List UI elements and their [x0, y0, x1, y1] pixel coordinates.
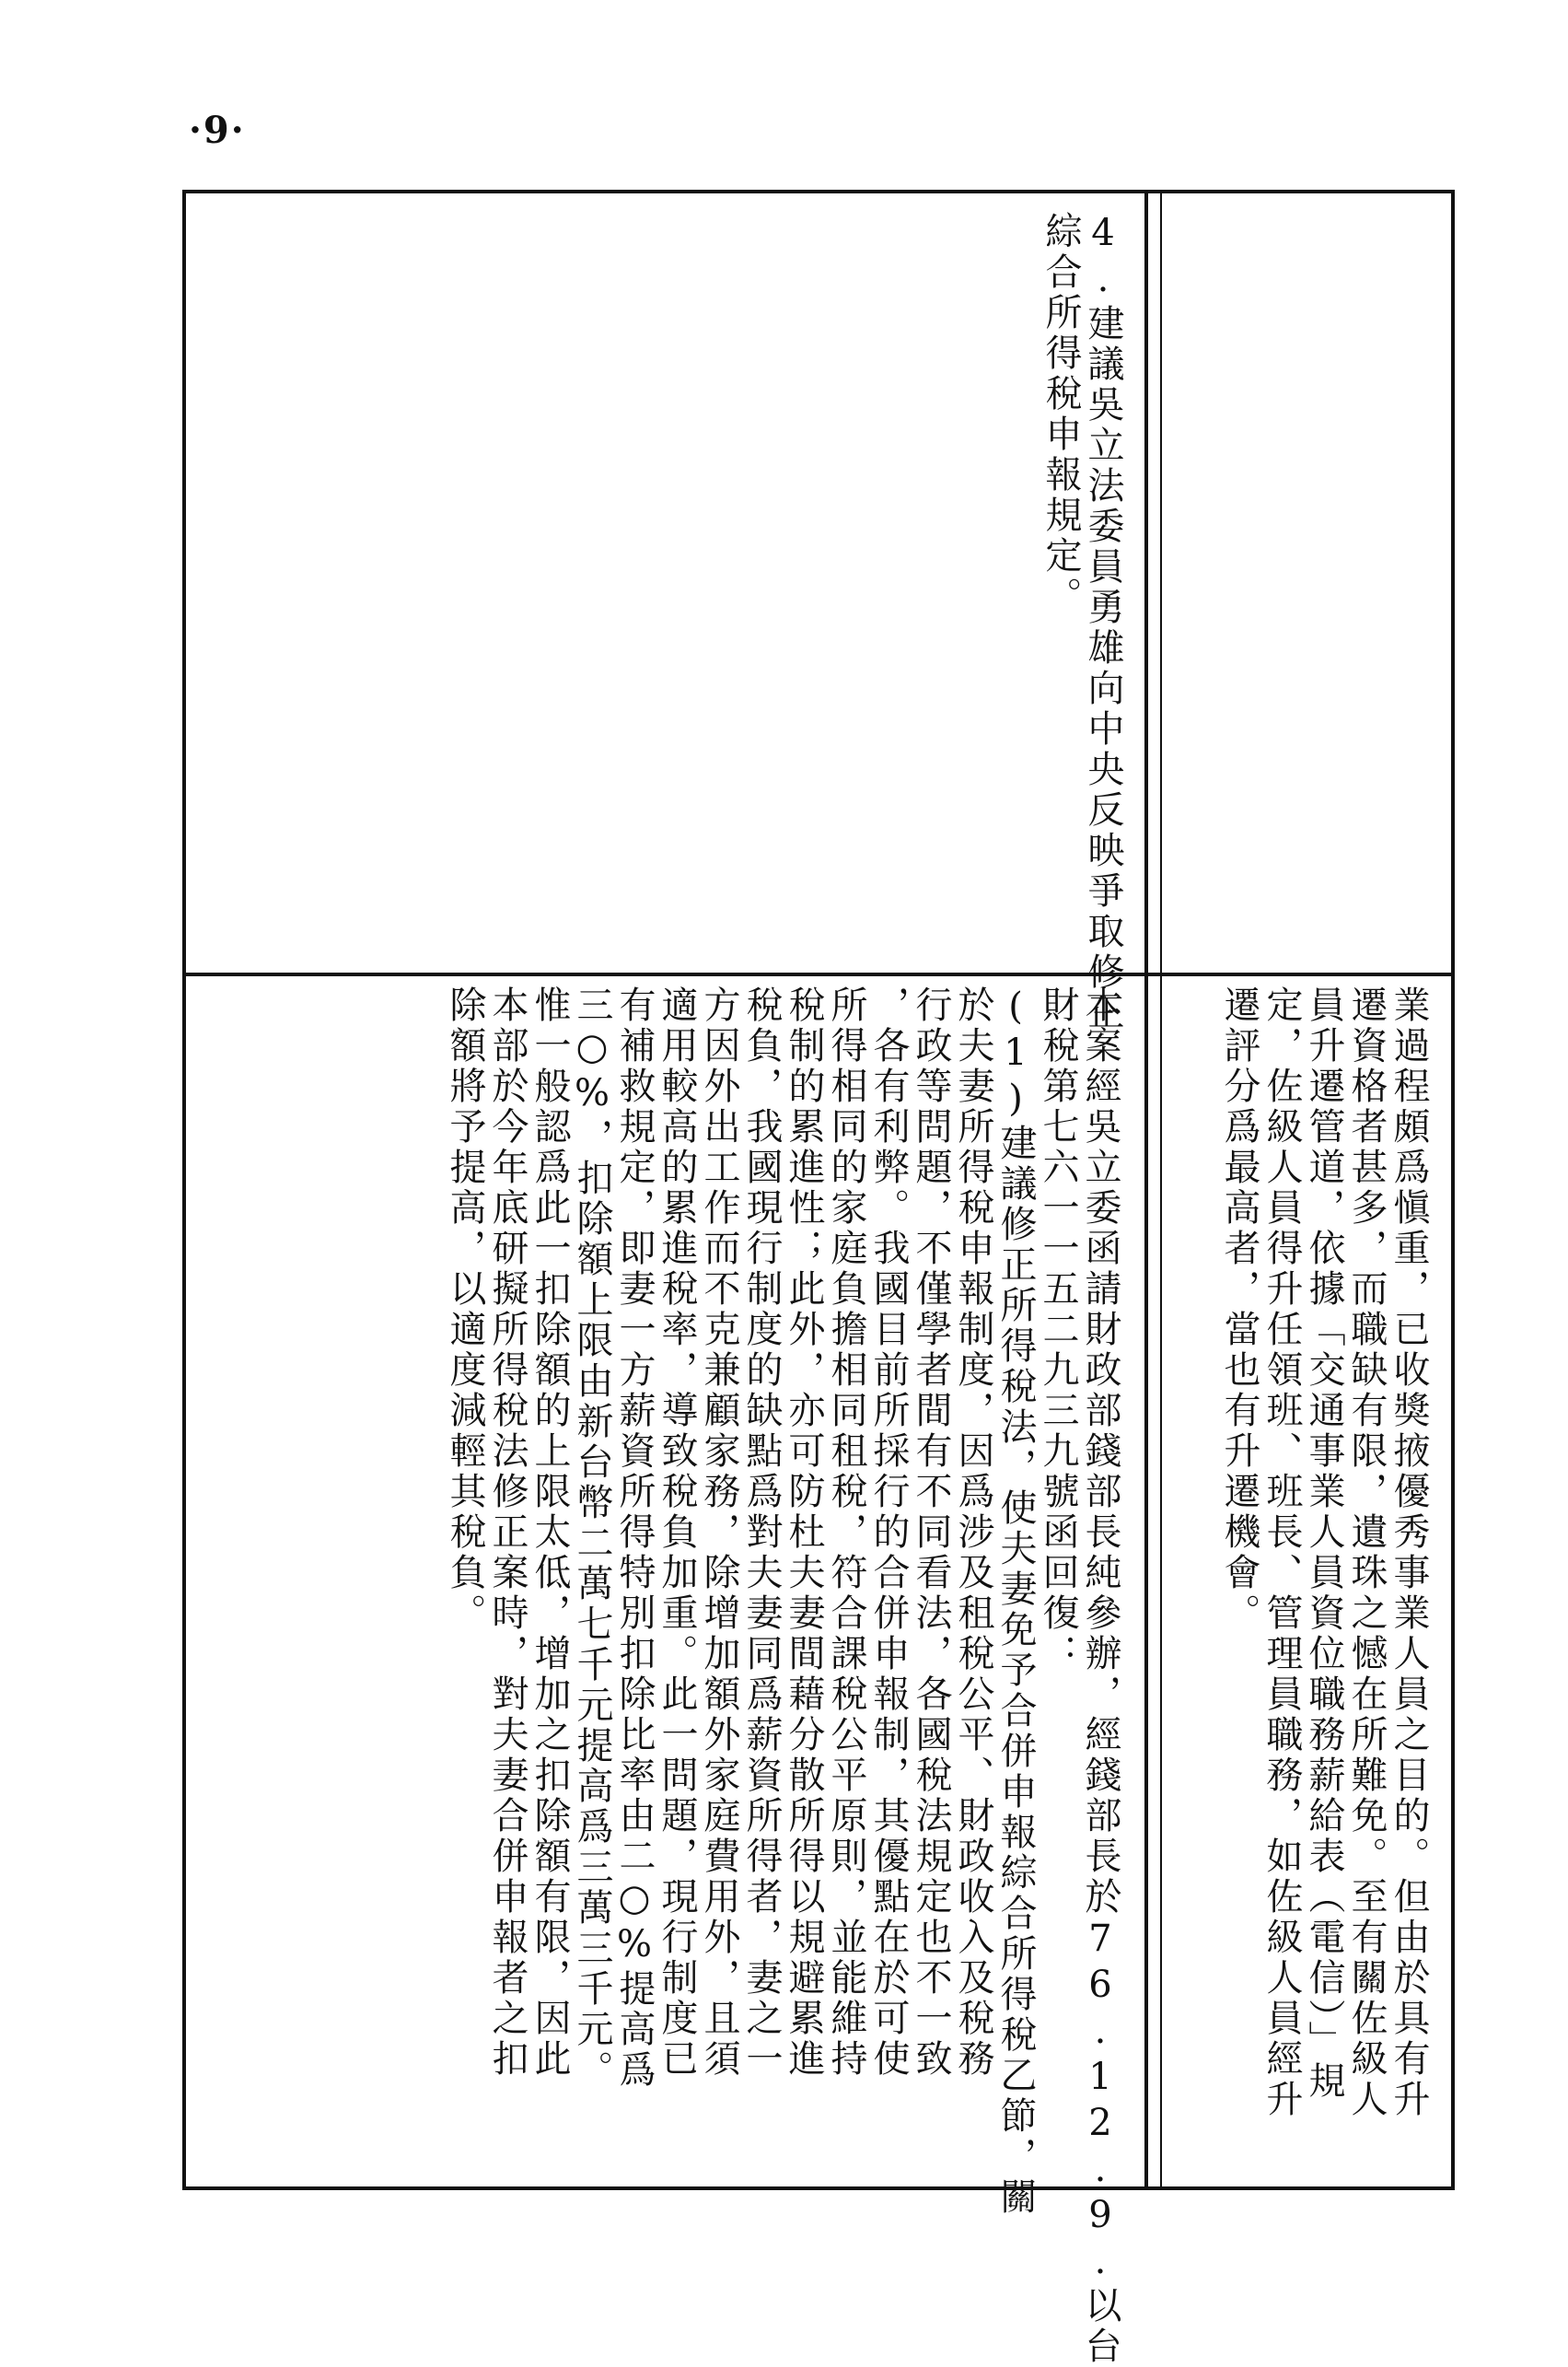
item-heading	[1040, 212, 1124, 1033]
text-line: 方因外出工作而不克兼顧家務，除增加額外家庭費用外，且須	[698, 985, 740, 2080]
text-line: 稅負，我國現行制度的缺點爲對夫妻同爲薪資所得者，妻之一	[740, 985, 783, 2080]
table-vertical-divider-inner	[1160, 190, 1162, 2190]
text-line: 遷資格者甚多，而職缺有限，遺珠之憾在所難免。至有關佐級人	[1345, 985, 1388, 2120]
text-line: 定，佐級人員得升任領班、班長、管理員職務，如佐級人員經升	[1260, 985, 1303, 2120]
item-heading-line: 4.建議吳立法委員勇雄向中央反映爭取修正	[1082, 212, 1124, 1033]
text-line: 所得相同的家庭負擔相同租稅，符合課稅公平原則，並能維持	[825, 985, 867, 2080]
text-line: (1)建議修正所得稅法，使夫妻免予合併申報綜合所得稅乙節，關	[994, 985, 1037, 2218]
item-heading-line: 綜合所得稅申報規定。	[1040, 212, 1082, 617]
text-line: 本部於今年底研擬所得稅法修正案時，對夫妻合併申報者之扣	[486, 985, 528, 2080]
text-line: 本案經吳立委函請財政部錢部長純參辦，經錢部長於76.12.9.以台	[1079, 985, 1121, 2367]
text-line: 有補救規定，即妻一方薪資所得特別扣除比率由二○%提高爲	[613, 985, 656, 2091]
text-line: 遷評分爲最高者，當也有升遷機會。	[1218, 985, 1260, 1634]
table-vertical-divider	[1144, 190, 1148, 2190]
text-line: 業過程頗爲愼重，已收獎掖優秀事業人員之目的。但由於具有升	[1388, 985, 1430, 2120]
text-line: 行政等問題，不僅學者間有不同看法，各國稅法規定也不一致	[910, 985, 952, 2080]
page-number: ·9·	[189, 109, 246, 152]
table-horizontal-divider	[182, 973, 1455, 976]
prior-item-text	[1218, 985, 1430, 2174]
text-line: 適用較高的累進稅率，導致稅負加重。此一問題，現行制度已	[656, 985, 698, 2080]
text-line: 三○%，扣除額上限由新台幣二萬七千元提高爲三萬三千元。	[571, 985, 613, 2091]
text-line: 於夫妻所得稅申報制度，因爲涉及租稅公平、財政收入及稅務	[952, 985, 994, 2080]
text-line: 惟一般認爲此一扣除額的上限太低，增加之扣除額有限，因此	[528, 985, 571, 2080]
text-line: 員升遷管道，依據「交通事業人員資位職務薪給表（電信）」規	[1303, 985, 1345, 2102]
text-line: 除額將予提高，以適度減輕其稅負。	[444, 985, 486, 1634]
text-line: 財稅第七六一一五二九三九號函回復：	[1037, 985, 1079, 1674]
text-line: ，各有利弊。我國目前所採行的合併申報制，其優點在於可使	[867, 985, 910, 2080]
text-line: 稅制的累進性；此外，亦可防杜夫妻間藉分散所得以規避累進	[783, 985, 825, 2080]
response-text	[444, 985, 1121, 2367]
